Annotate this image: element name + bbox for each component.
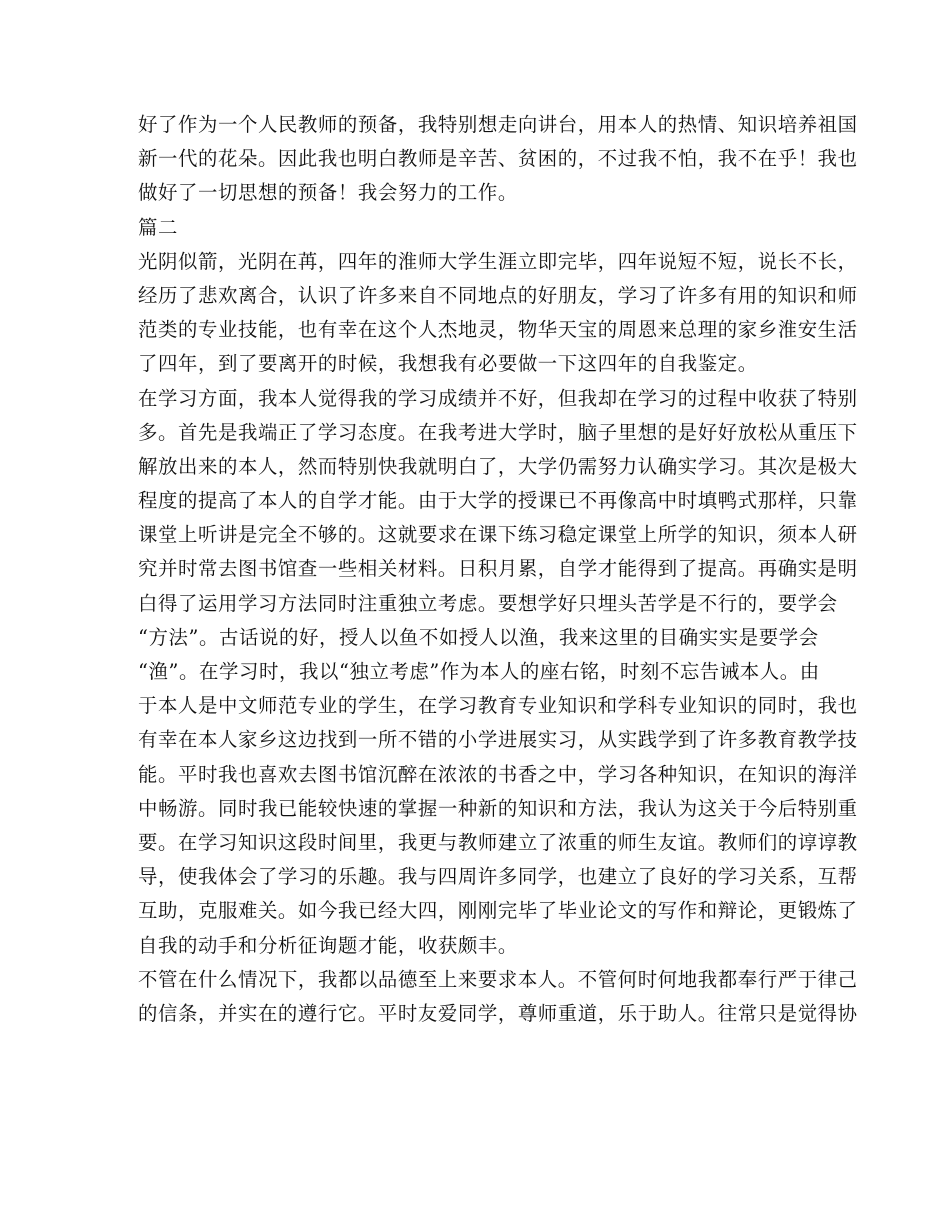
text-line: 能。平时我也喜欢去图书馆沉醉在浓浓的书香之中，学习各种知识，在知识的海洋 xyxy=(138,762,858,786)
text-line: 做好了一切思想的预备！我会努力的工作。 xyxy=(138,181,518,205)
text-line: 新一代的花朵。因此我也明白教师是辛苦、贫困的，不过我不怕，我不在乎！我也 xyxy=(138,147,858,171)
text-line: 导，使我体会了学习的乐趣。我与四周许多同学，也建立了良好的学习关系，互帮 xyxy=(138,865,858,889)
body-text xyxy=(138,108,858,1031)
text-line: 在学习方面，我本人觉得我的学习成绩并不好，但我却在学习的过程中收获了特别 xyxy=(138,386,858,410)
text-line: 好了作为一个人民教师的预备，我特别想走向讲台，用本人的热情、知识培养祖国 xyxy=(138,113,858,136)
text-line: 范类的专业技能，也有幸在这个人杰地灵，物华天宝的周恩来总理的家乡淮安生活 xyxy=(138,318,858,342)
text-line: 解放出来的本人，然而特别快我就明白了，大学仍需努力认确实学习。其次是极大 xyxy=(138,454,858,478)
text-line: 不管在什么情况下，我都以品德至上来要求本人。不管何时何地我都奉行严于律己 xyxy=(138,967,858,991)
text-line: 中畅游。同时我已能较快速的掌握一种新的知识和方法，我认为这关于今后特别重 xyxy=(138,796,858,820)
text-line: 经历了悲欢离合，认识了许多来自不同地点的好朋友，学习了许多有用的知识和师 xyxy=(138,283,858,307)
text-line: 究并时常去图书馆查一些相关材料。日积月累，自学才能得到了提高。再确实是明 xyxy=(138,557,858,581)
text-line: 多。首先是我端正了学习态度。在我考进大学时，脑子里想的是好好放松从重压下 xyxy=(138,420,858,444)
text-line: 课堂上听讲是完全不够的。这就要求在课下练习稳定课堂上所学的知识，须本人研 xyxy=(138,523,858,547)
text-line: 于本人是中文师范专业的学生，在学习教育专业知识和学科专业知识的同时，我也 xyxy=(138,694,858,718)
text-line: 的信条，并实在的遵行它。平时友爱同学，尊师重道，乐于助人。往常只是觉得协 xyxy=(138,1001,858,1025)
text-line: 了四年，到了要离开的时候，我想我有必要做一下这四年的自我鉴定。 xyxy=(138,352,758,376)
text-line: 程度的提高了本人的自学才能。由于大学的授课已不再像高中时填鸭式那样，只靠 xyxy=(138,489,858,513)
text-line: 光阴似箭，光阴在苒，四年的淮师大学生涯立即完毕，四年说短不短，说长不长， xyxy=(138,249,858,273)
text-line: 互助，克服难关。如今我已经大四，刚刚完毕了毕业论文的写作和辩论，更锻炼了 xyxy=(138,899,858,923)
text-line: 自我的动手和分析征询题才能，收获颇丰。 xyxy=(138,933,518,957)
section-heading: 篇二 xyxy=(138,215,178,239)
text-line: 白得了运用学习方法同时注重独立考虑。要想学好只埋头苦学是不行的，要学会 xyxy=(138,591,838,615)
text-line: “渔”。在学习时，我以“独立考虑”作为本人的座右铭，时刻不忘告诫本人。由 xyxy=(138,660,820,683)
text-line: 要。在学习知识这段时间里，我更与教师建立了浓重的师生友谊。教师们的谆谆教 xyxy=(138,830,858,854)
text-line: “方法”。古话说的好，授人以鱼不如授人以渔，我来这里的目确实实是要学会 xyxy=(138,625,819,649)
text-line: 有幸在本人家乡这边找到一所不错的小学进展实习，从实践学到了许多教育教学技 xyxy=(138,728,858,752)
